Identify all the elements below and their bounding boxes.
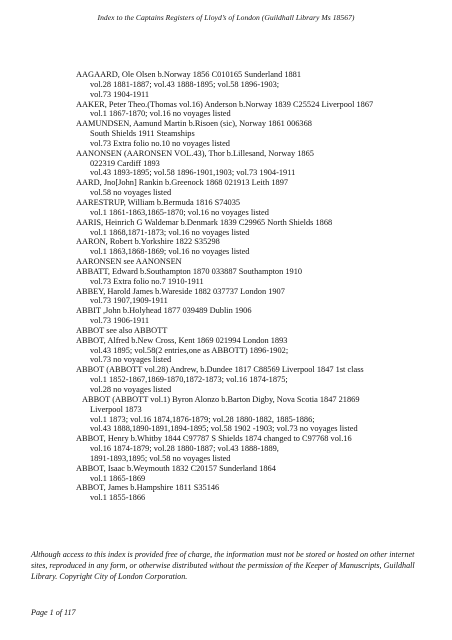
index-entry-heading: AANONSEN (AARONSEN VOL.43), Thor b.Lillesand, Norway 1865 [76,148,314,158]
index-entry-detail: vol.73 Extra folio no.10 no voyages listed [90,138,230,148]
index-entry-detail: vol.1 1855-1866 [90,493,146,503]
index-entry-detail: vol.1 1865-1869 [90,473,146,483]
index-entry-detail: vol.28 1881-1887; vol.43 1888-1895; vol.58 1896-1903; [90,79,280,89]
copyright-notice: Although access to this index is provided free of charge, the information must not be stored or hosted on other internet sites, reproduced in any form, or otherwise distributed without the permission of the Keeper of Manuscripts, Guildhall Library. Copyright City of London Corporation. [31,550,415,581]
index-entry-detail: vol.1 1852-1867,1869-1870,1872-1873; vol.16 1874-1875; [90,375,288,385]
index-entry-heading: ABBOT (ABBOTT vol.1) Byron Alonzo b.Barton Digby, Nova Scotia 1847 21869 [82,394,360,404]
index-entry-heading: ABBOT, Isaac b.Weymouth 1832 C20157 Sunderland 1864 [76,463,276,473]
index-entry-heading: AARONSEN see AANONSEN [76,257,182,267]
index-entry-heading: AARESTRUP, William b.Bermuda 1816 S74035 [76,197,241,207]
index-entry-heading: ABBOT, Alfred b.New Cross, Kent 1869 021994 London 1893 [76,335,288,345]
index-entry-heading: AAGAARD, Ole Olsen b.Norway 1856 C010165 Sunderland 1881 [76,70,302,79]
index-entry-heading: ABBEY, Harold James b.Wareside 1882 037737 London 1907 [76,286,285,296]
index-entry-detail: vol.73 1906-1911 [90,316,150,326]
index-entry-heading: ABBIT ,John b.Holyhead 1877 039489 Dublin 1906 [76,306,252,316]
index-entry-heading: ABBOT (ABBOTT vol.28) Andrew, b.Dundee 1817 C88569 Liverpool 1847 1st class [76,365,364,375]
index-entry-detail: vol.16 1874-1879; vol.28 1880-1887; vol.43 1888-1889, [90,444,279,454]
index-entry-heading: AARON, Robert b.Yorkshire 1822 S35298 [76,237,220,247]
index-entry-detail: vol.73 no voyages listed [90,355,172,365]
index-entry-heading: AAMUNDSEN, Aamund Martin b.Risoen (sic), Norway 1861 006368 [76,119,312,129]
index-entry-detail: vol.1 1867-1870; vol.16 no voyages listed [90,109,231,119]
index-entry-heading: AARD, Jno[John] Rankin b.Greenock 1868 021913 Leith 1897 [76,178,289,188]
index-entries [76,70,448,503]
index-entry-heading: AAKER, Peter Theo.(Thomas vol.16) Anderson b.Norway 1839 C25524 Liverpool 1867 [76,99,374,109]
index-entry-detail: vol.73 1907,1909-1911 [90,296,168,306]
index-entry-detail: vol.1 1868,1871-1873; vol.16 no voyages listed [90,227,250,237]
index-entry-detail: South Shields 1911 Steamships [90,129,195,139]
index-entry-detail: Liverpool 1873 [90,404,142,414]
index-entry-detail: vol.73 Extra folio no.7 1910-1911 [90,276,204,286]
index-entry-detail: vol.28 no voyages listed [90,385,172,394]
index-entry-detail: vol.1 1873; vol.16 1874,1876-1879; vol.28 1880-1882, 1885-1886; [90,414,315,424]
index-entry-detail: vol.43 1893-1895; vol.58 1896-1901,1903; vol.73 1904-1911 [90,168,296,178]
index-entry-heading: ABBOT, Henry b.Whitby 1844 C97787 S Shields 1874 changed to C97768 vol.16 [76,434,352,444]
index-entry-detail: vol.1 1861-1863,1865-1870; vol.16 no voyages listed [90,207,269,217]
index-entry-detail: vol.58 no voyages listed [90,188,172,198]
index-entry-detail: vol.43 1895; vol.58(2 entries,one as ABBOTT) 1896-1902; [90,345,289,355]
page-header: Index to the Captains Registers of Lloyd’s of London (Guildhall Library Ms 18567) [97,13,355,22]
index-entry-heading: ABBOT, James b.Hampshire 1811 S35146 [76,483,220,493]
index-entry-heading: ABBOT see also ABBOTT [76,325,168,335]
index-entry-heading: AARIS, Heinrich G Waldemar b.Denmark 1839 C29965 North Shields 1868 [76,217,333,227]
index-entry-detail: vol.1 1863,1868-1869; vol.16 no voyages listed [90,247,250,257]
index-entry-heading: ABBATT, Edward b.Southampton 1870 033887 Southampton 1910 [76,266,303,276]
index-entry-detail: vol.73 1904-1911 [90,89,150,99]
page-number: Page 1 of 117 [31,608,76,617]
index-entry-detail: vol.43 1888,1890-1891,1894-1895; vol.58 1902 -1903; vol.73 no voyages listed [90,424,358,434]
index-entry-detail: 022319 Cardiff 1893 [90,158,160,168]
index-entry-detail: 1891-1893,1895; vol.58 no voyages listed [90,453,231,463]
